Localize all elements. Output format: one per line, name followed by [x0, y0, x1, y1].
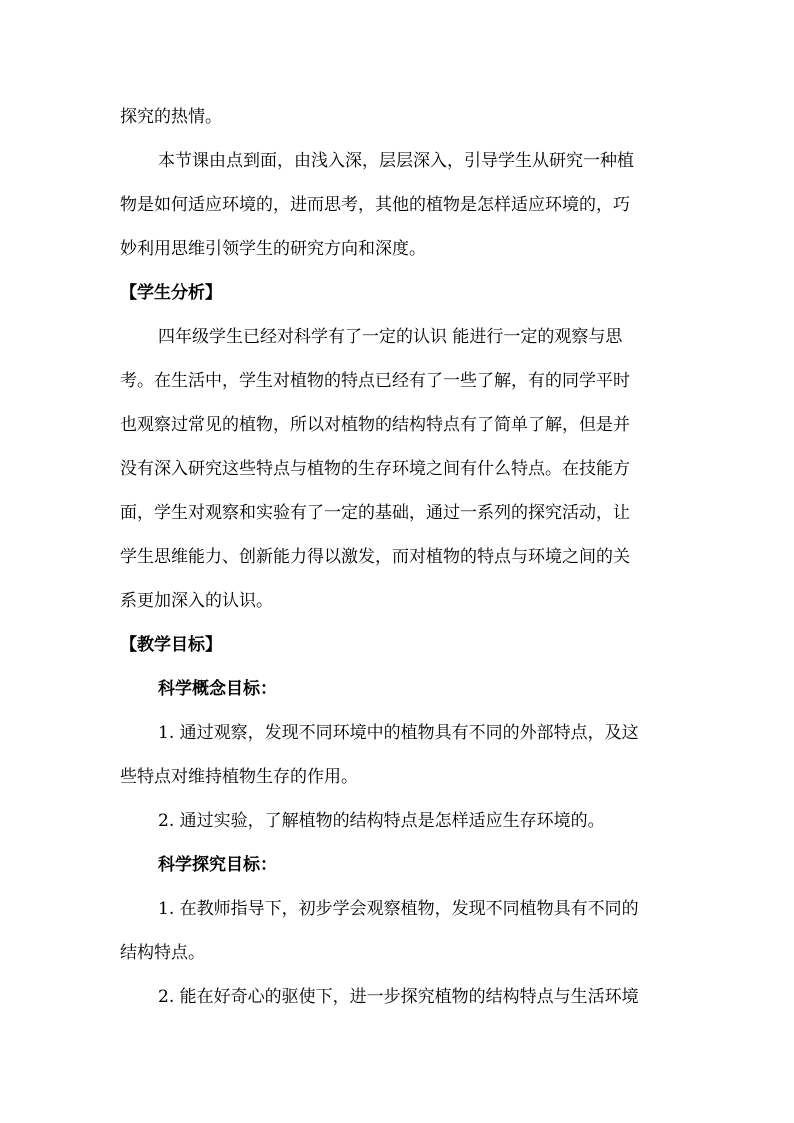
- concept-goals-title: 科学概念目标：: [158, 679, 277, 699]
- intro-line-3: 物是如何适应环境的，进而思考，其他的植物是怎样适应环境的，巧: [120, 195, 630, 215]
- student-analysis-line-3: 也观察过常见的植物，所以对植物的结构特点有了简单了解，但是并: [120, 415, 630, 435]
- student-analysis-line-6: 学生思维能力、创新能力得以激发，而对植物的特点与环境之间的关: [120, 547, 630, 567]
- student-analysis-heading: 【学生分析】: [120, 283, 222, 303]
- inquiry-goal-line-3: 2. 能在好奇心的驱使下，进一步探究植物的结构特点与生活环境: [158, 987, 639, 1007]
- student-analysis-line-5: 面，学生对观察和实验有了一定的基础，通过一系列的探究活动，让: [120, 503, 630, 523]
- intro-line-4: 妙利用思维引领学生的研究方向和深度。: [120, 239, 426, 259]
- concept-goal-line-1: 1. 通过观察，发现不同环境中的植物具有不同的外部特点，及这: [158, 723, 639, 743]
- intro-line-2: 本节课由点到面，由浅入深，层层深入，引导学生从研究一种植: [158, 151, 634, 171]
- inquiry-goal-line-2: 结构特点。: [120, 943, 205, 963]
- inquiry-goals-title: 科学探究目标：: [158, 855, 277, 875]
- student-analysis-line-1: 四年级学生已经对科学有了一定的认识 能进行一定的观察与思: [158, 327, 623, 347]
- intro-line-1: 探究的热情。: [120, 107, 222, 127]
- student-analysis-line-2: 考。在生活中，学生对植物的特点已经有了一些了解，有的同学平时: [120, 371, 630, 391]
- concept-goal-line-2: 些特点对维持植物生存的作用。: [120, 767, 358, 787]
- student-analysis-line-4: 没有深入研究这些特点与植物的生存环境之间有什么特点。在技能方: [120, 459, 630, 479]
- student-analysis-line-7: 系更加深入的认识。: [120, 591, 273, 611]
- teaching-goals-heading: 【教学目标】: [120, 635, 222, 655]
- inquiry-goal-line-1: 1. 在教师指导下，初步学会观察植物，发现不同植物具有不同的: [158, 899, 639, 919]
- concept-goal-line-3: 2. 通过实验，了解植物的结构特点是怎样适应生存环境的。: [158, 811, 605, 831]
